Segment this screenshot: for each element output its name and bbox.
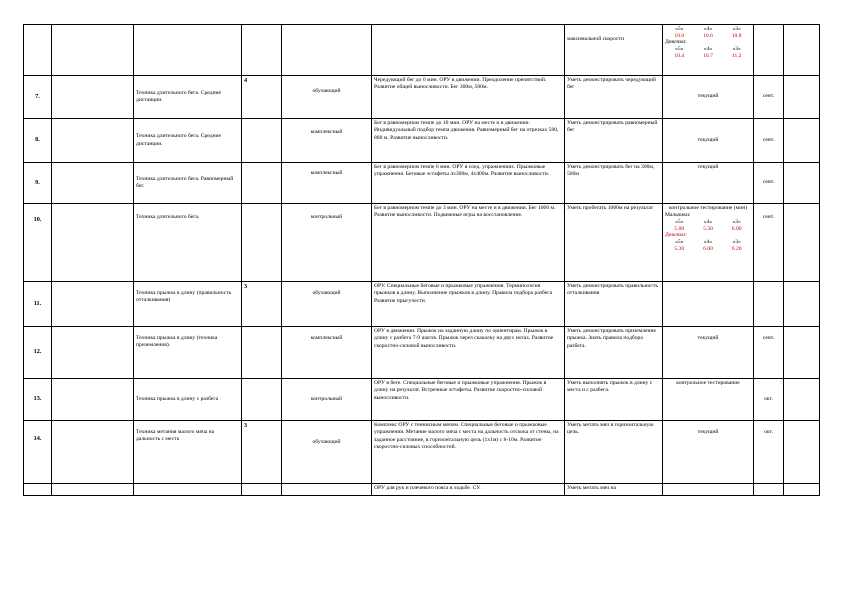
lesson-hours: 3 [242,282,282,327]
lesson-requirement: Уметь демонстрировать приземление прыжка. Знать правила подбора разбега. [565,327,663,379]
empty-cell [52,421,134,484]
lesson-content: Бег в равномерном темпе до 10 мин. ОРУ на месте и в движении. Индивидуальный подбор темпа движения. Равномерный бег на отрезках 500, 800 м. Развитие выносливости. [372,119,565,163]
lesson-topic [134,484,242,496]
lesson-hours: 4 [242,76,282,119]
lesson-topic [134,163,242,204]
lesson-type: контрольный [282,379,372,421]
lesson-topic [134,379,242,421]
lesson-topic [134,25,242,76]
empty-cell [52,379,134,421]
lesson-type [282,25,372,76]
empty-cell [52,204,134,282]
table-row [24,282,820,327]
lesson-content: ОРУ для рук и плечевого пояса в ходьбе. СУ. [372,484,565,496]
empty-cell [784,163,820,204]
grade-value: 10.4 [674,52,685,59]
table-row [24,421,820,484]
lesson-requirement: Уметь демонстрировать чередующий бег [565,76,663,119]
empty-cell [784,119,820,163]
lesson-control: контрольное тестирование [663,379,754,421]
empty-cell [52,76,134,119]
grade-value: 11.2 [731,52,742,59]
empty-cell [52,327,134,379]
lesson-content: Комплекс ОРУ с теннисным мячом. Специальные беговые и прыжковые упражнения. Метание малого мяча с места на дальность отскока от стены, на заданное расстояние, в горизонтальную цель (1х1м) с 8-10м. Развитие скоростно-силовых способностей. [372,421,565,484]
grade-value: 6.00 [703,245,713,252]
lesson-type: комплексный [282,163,372,204]
lesson-requirement: Уметь метать мяч на [565,484,663,496]
lesson-requirement: Уметь демонстрировать правильность отталкивания [565,282,663,327]
row-number: 8. [24,119,52,163]
grade-mark: «5» [675,239,684,246]
lesson-hours [242,25,282,76]
grade-mark: «3» [732,239,741,246]
lesson-hours [242,204,282,282]
girls-label: Девочки: [665,39,687,46]
lesson-content: Чередующий бег до 6 мин. ОРУ в движении. Преодоление препятствий. Развитие общей выносливости. Бег 300м, 500м. [372,76,565,119]
row-number: 12. [24,327,52,379]
lesson-control [663,282,754,327]
lesson-date: окт. [754,421,784,484]
empty-cell [52,282,134,327]
lesson-date [754,484,784,496]
empty-cell [784,76,820,119]
row-number [24,25,52,76]
grade-mark: «5» [675,26,684,32]
lesson-topic [134,421,242,484]
grade-scale [665,212,751,252]
topic-text: Техника прыжка в длину (техника приземления). [136,335,218,349]
lesson-hours [242,327,282,379]
lesson-hours [242,119,282,163]
requirement-text: максимальной скорости [567,36,624,42]
lesson-control [663,204,754,282]
empty-cell [52,25,134,76]
table-row [24,76,820,119]
lesson-date: окт. [754,379,784,421]
grade-value: 10.8 [731,32,742,39]
lesson-requirement: Уметь демонстрировать бег на 300м, 500м [565,163,663,204]
lesson-control: текущий [663,421,754,484]
control-text: контрольное тестирование (мин) [668,205,748,211]
lesson-type: комплексный [282,119,372,163]
grade-mark: «3» [732,219,741,226]
lesson-date: сент. [754,327,784,379]
lesson-content: ОРУ в движении. Прыжок на заданную длину по ориентирам. Прыжок в длину с разбега 7-9 шагов. Прыжок через скакалку на двух ногах. Развитие скоростно-силовой выносливости. [372,327,565,379]
lesson-date [754,25,784,76]
lesson-content: ОРУ в беге. Специальные беговые и прыжковые упражнения. Прыжок в длину на результат. Встречные эстафеты. Развитие скоростно-силовой выносливости. [372,379,565,421]
empty-cell [784,282,820,327]
table-row [24,119,820,163]
lesson-type: комплексный [282,327,372,379]
grade-value: 6.00 [731,225,742,232]
table-row [24,204,820,282]
topic-text: Техника длительного бега. Средние дистанции. [136,133,222,147]
lesson-topic [134,327,242,379]
grade-mark: «5» [675,219,684,226]
row-number: 13. [24,379,52,421]
grade-value: 6.20 [731,245,742,252]
lesson-content [372,25,565,76]
topic-text: Техника прыжка в длину (правильность отталкивания) [136,290,232,304]
lesson-control: текущий [663,327,754,379]
grade-mark: «4» [703,239,713,246]
grade-scale [665,26,751,60]
lesson-date: сент. [754,204,784,282]
lesson-content: Бег в равномерном темпе до 3 мин. ОРУ на месте и в движении. Бег 1000 м. Развитие выносливости. Подвижные игры на восстановление. [372,204,565,282]
lesson-control [663,484,754,496]
lesson-hours: 3 [242,421,282,484]
lesson-hours [242,379,282,421]
lesson-requirement: Уметь демонстрировать равномерный бег [565,119,663,163]
lesson-date: сент. [754,76,784,119]
row-number: 7. [24,76,52,119]
topic-text: Техника длительного бега. Равномерный бег. [136,175,234,189]
grade-value: 10.6 [703,32,713,39]
row-number: 9. [24,163,52,204]
topic-text: Техника прыжка в длину с разбега [136,395,219,402]
lesson-date [754,282,784,327]
empty-cell [784,204,820,282]
lesson-requirement: Уметь пробегать 1000м на результат [565,204,663,282]
topic-text: Техника длительного бега. [136,214,200,220]
lesson-control: текущий [663,119,754,163]
grade-mark: «4» [703,219,713,226]
lesson-type: обучающий [282,282,372,327]
lesson-topic [134,119,242,163]
empty-cell [52,484,134,496]
topic-text: Техника метания малого мяча на дальность с места [136,429,215,443]
table-row [24,484,820,496]
lesson-content: ОРУ. Специальные беговые и прыжковые упражнения. Терминология прыжков в длину. Выполнение прыжков в длину. Правила подбора разбега Развитие прыгучести. [372,282,565,327]
grade-value: 5.30 [703,225,713,232]
lesson-type: обучающий [282,76,372,119]
grade-mark: «4» [703,46,713,53]
lesson-hours [242,163,282,204]
table-row [24,327,820,379]
empty-cell [52,163,134,204]
row-number [24,484,52,496]
lesson-control: текущий [663,163,754,204]
empty-cell [52,119,134,163]
girls-label: Девочки: [665,232,687,239]
empty-cell [784,421,820,484]
grade-value: 10.0 [674,32,685,39]
row-number: 11. [24,282,52,327]
lesson-type [282,484,372,496]
grade-mark: «3» [732,46,741,53]
lesson-control: текущий [663,76,754,119]
lesson-topic [134,204,242,282]
boys-label: Мальчики: [665,212,691,219]
grade-mark: «3» [732,26,741,32]
row-number: 14. [24,421,52,484]
topic-text: Техника длительного бега. Средние дистанции. [136,89,222,103]
grade-value: 5.00 [674,225,685,232]
empty-cell [784,484,820,496]
empty-cell [784,327,820,379]
lesson-date: сент. [754,119,784,163]
lesson-content: Бег в равномерном темпе 6 мин. ОРУ в соед. упражнениях. Прыжковые упражнения. Беговые эстафеты 4х300м, 4х400м. Развитие выносливости. [372,163,565,204]
grade-mark: «4» [703,26,713,32]
lesson-hours [242,484,282,496]
grade-value: 5.30 [674,245,685,252]
lesson-plan-table [23,24,820,496]
empty-cell [784,379,820,421]
lesson-requirement: Уметь метать мяч в горизонтальную цель. [565,421,663,484]
grade-value: 10.7 [703,52,713,59]
row-number: 10. [24,204,52,282]
table-row [24,379,820,421]
lesson-requirement: Уметь выполнять прыжок в длину с места и с разбега. [565,379,663,421]
lesson-topic [134,282,242,327]
empty-cell [784,25,820,76]
lesson-date: сент. [754,163,784,204]
table-row [24,163,820,204]
lesson-requirement [565,25,663,76]
lesson-type: обучающий [282,421,372,484]
lesson-topic [134,76,242,119]
lesson-control [663,25,754,76]
table-row [24,25,820,76]
grade-mark: «5» [675,46,684,53]
lesson-type: контрольный [282,204,372,282]
